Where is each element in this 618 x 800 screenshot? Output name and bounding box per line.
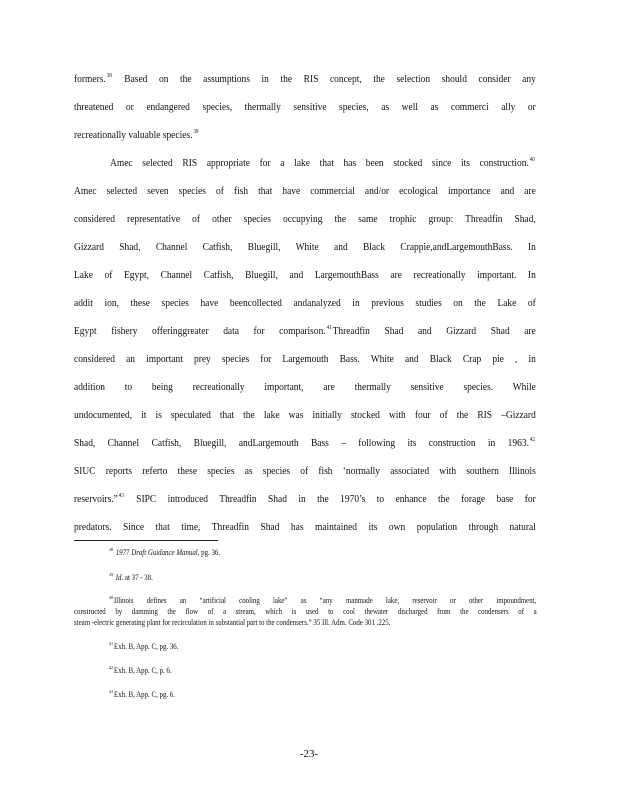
footnote-ref-39[interactable]: 39 [193, 129, 199, 136]
footnote-40-line-2: constructed by damming the flow of a stream, which is used to cool thewater discharged from the condensers of a [74, 607, 537, 616]
footnote-39: $^{39}$ Id. at 37 - 38. [108, 573, 153, 582]
footnote-42: $^{42}$Exh. B, App. C, p. 6. [108, 666, 172, 675]
page-number: -23- [299, 748, 319, 760]
body-line-9: addit ion, these species have beencollected andanalyzed in previous studies on the Lake of [74, 297, 536, 309]
footnote-40-line-3: steam -electric generating plant for recirculation in substantial part to the condensers.” 35 Ill. Adm. Code 301 .225. [74, 618, 391, 627]
body-line-14: Shad, Channel Catfish, Bluegill, andLargemouth Bass – following its construction in 1963.42 [74, 437, 535, 449]
body-line-12: addition to being recreationally important, are thermally sensitive species. While [74, 381, 536, 393]
body-line-17: predators. Since that time, Threadfin Shad has maintained its own population through natural [74, 521, 536, 533]
footnote-ref-38[interactable]: 38 [106, 73, 112, 80]
footnote-ref-43[interactable]: 43 [118, 493, 124, 500]
footnote-38-title: 1977 Draft Guidance Manual [115, 548, 198, 557]
body-line-13: undocumented, it is speculated that the lake was initially stocked with four of the RIS –Gizzard [74, 409, 536, 421]
footnote-40-line-1: $^{40}$Illinois defines an “artificial cooling lake” as “any manmade lake, reservoir or other impoundment, [108, 596, 537, 605]
body-line-5: Amec selected seven species of fish that have commercial and/or ecological importance and are [74, 185, 536, 197]
body-line-15: SIUC reports referto these species as species of fish ‘normally associated with southern Illinois [74, 465, 536, 477]
body-line-3: recreationally valuable species.$^{39}$ [74, 129, 199, 141]
footnote-ref-40[interactable]: 40 [529, 157, 535, 164]
body-line-11: considered an important prey species for Largemouth Bass. White and Black Crap pie , in [74, 353, 536, 365]
footnote-43: $^{43}$Exh. B, App. C, pg. 6. [108, 690, 175, 699]
body-line-10: Egypt fishery offeringgreater data for comparison.$^{41}$Threadfin Shad and Gizzard Shad are [74, 325, 536, 337]
footnote-ref-41[interactable]: 41 [326, 325, 332, 332]
footnote-38: $^{38}$ 1977 Draft Guidance Manual, pg. 36. [108, 548, 221, 557]
body-line-2: threatened or endangered species, thermally sensitive species, as well as commerci ally or [74, 101, 536, 113]
body-line-6: considered representative of other species occupying the same trophic group: Threadfin Shad, [74, 213, 536, 225]
body-line-4: Amec selected RIS appropriate for a lake that has been stocked since its construction.$^{40}$ [110, 157, 535, 169]
body-line-16: reservoirs.”$^{43}$ SIPC introduced Threadfin Shad in the 1970’s to enhance the forage base for [74, 493, 536, 505]
footnote-ref-42[interactable]: 42 [529, 437, 535, 444]
body-line-8: Lake of Egypt, Channel Catfish, Bluegill, and LargemouthBass are recreationally important. In [74, 269, 536, 281]
footnote-separator [74, 540, 218, 541]
footnote-39-title: Id [115, 573, 122, 582]
footnote-41: $^{41}$Exh. B, App. C, pg. 36. [108, 642, 179, 651]
body-line-7: Gizzard Shad, Channel Catfish, Bluegill, White and Black Crappie,andLargemouthBass. In [74, 241, 536, 253]
body-line-1: formers.$^{38}$ Based on the assumptions in the RIS concept, the selection should consider any [74, 73, 536, 85]
